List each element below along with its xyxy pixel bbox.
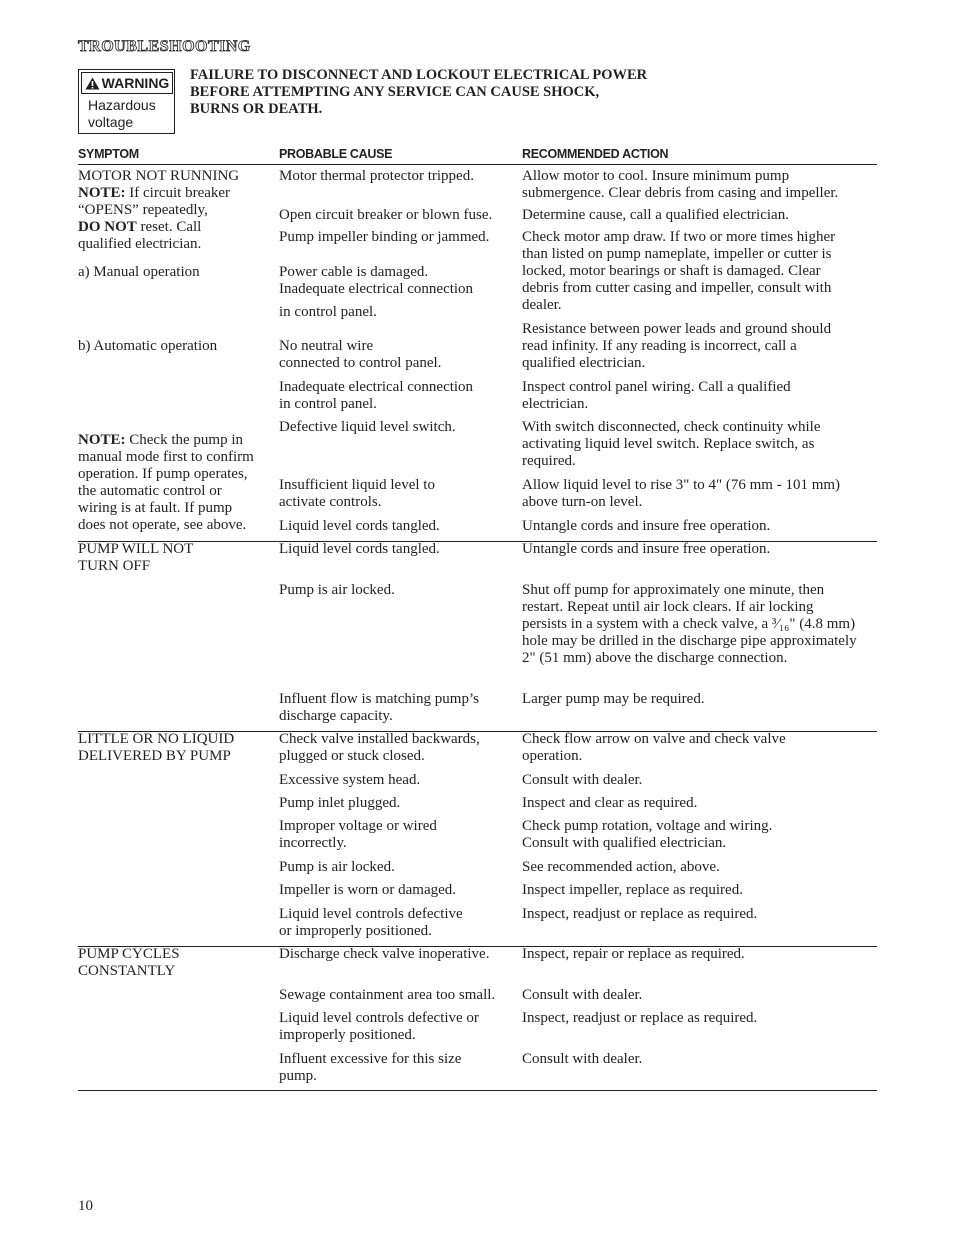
- probable-cause: [279, 987, 495, 1004]
- recommended-action-line: Inspect control panel wiring. Call a qualified: [522, 379, 791, 395]
- probable-cause-line: Open circuit breaker or blown fuse.: [279, 207, 493, 223]
- probable-cause-line: Power cable is damaged.: [279, 264, 429, 280]
- symptom-automatic-operation: b) Automatic operation: [78, 338, 218, 354]
- probable-cause: [279, 582, 395, 599]
- recommended-action-line: Inspect impeller, replace as required.: [522, 882, 743, 898]
- probable-cause-line: or improperly positioned.: [279, 923, 432, 939]
- probable-cause-line: Liquid level controls defective: [279, 906, 463, 922]
- warning-triangle-icon: [85, 77, 100, 90]
- column-header-cause: PROBABLE CAUSE: [279, 147, 393, 161]
- recommended-action-line: Resistance between power leads and ground should: [522, 321, 832, 337]
- probable-cause-line: connected to control panel.: [279, 355, 442, 371]
- probable-cause-line: Discharge check valve inoperative.: [279, 946, 490, 962]
- recommended-action-line: Inspect, repair or replace as required.: [522, 946, 745, 962]
- probable-cause-line: Sewage containment area too small.: [279, 987, 496, 1003]
- recommended-action-line: read infinity. If any reading is incorrect, call a: [522, 338, 797, 354]
- probable-cause: [279, 772, 420, 789]
- header-rule: [78, 164, 877, 165]
- probable-cause: [279, 691, 479, 725]
- probable-cause-line: improperly positioned.: [279, 1027, 416, 1043]
- recommended-action-line: Allow motor to cool. Insure minimum pump: [522, 168, 790, 184]
- probable-cause: [279, 859, 395, 876]
- symptom-note: qualified electrician.: [78, 236, 202, 252]
- probable-cause: [279, 818, 437, 852]
- probable-cause-line: incorrectly.: [279, 835, 347, 851]
- probable-cause-line: Pump is air locked.: [279, 582, 395, 598]
- recommended-action-line: electrician.: [522, 396, 589, 412]
- recommended-action: [522, 1010, 757, 1027]
- probable-cause-line: Inadequate electrical connection: [279, 281, 474, 297]
- recommended-action: [522, 518, 770, 535]
- symptom-title: MOTOR NOT RUNNING: [78, 168, 240, 184]
- symptom-pump-cycles-constantly: PUMP CYCLES CONSTANTLY: [78, 946, 180, 979]
- recommended-action-line: See recommended action, above.: [522, 859, 720, 875]
- recommended-action-line: Shut off pump for approximately one minute, then: [522, 582, 825, 598]
- symptom-note-manual-mode: NOTE: Check the pump in manual mode first to confirm operation. If pump operates, the automatic control or wiring is at fault. If pump does not operate, see above.: [78, 432, 254, 533]
- recommended-action: [522, 772, 642, 789]
- recommended-action-line: Inspect and clear as required.: [522, 795, 698, 811]
- probable-cause: [279, 207, 492, 224]
- recommended-action: [522, 691, 705, 708]
- recommended-action-line: Inspect, readjust or replace as required.: [522, 1010, 758, 1026]
- probable-cause-line: Check valve installed backwards,: [279, 731, 480, 747]
- recommended-action: [522, 321, 831, 372]
- probable-cause-line: activate controls.: [279, 494, 382, 510]
- recommended-action: [522, 946, 745, 963]
- probable-cause-line: Liquid level controls defective or: [279, 1010, 479, 1026]
- column-header-action: RECOMMENDED ACTION: [522, 147, 669, 161]
- recommended-action-line: Determine cause, call a qualified electrician.: [522, 207, 789, 223]
- recommended-action-line: dealer.: [522, 297, 562, 313]
- recommended-action-line: submergence. Clear debris from casing and impeller.: [522, 185, 839, 201]
- symptom-note: NOTE: If circuit breaker: [78, 185, 231, 201]
- recommended-action-line: above turn-on level.: [522, 494, 643, 510]
- recommended-action-line: Untangle cords and insure free operation.: [522, 518, 771, 534]
- recommended-action: [522, 818, 772, 852]
- probable-cause-line: Liquid level cords tangled.: [279, 518, 440, 534]
- probable-cause: [279, 518, 440, 535]
- probable-cause-line: Pump is air locked.: [279, 859, 395, 875]
- recommended-action: [522, 229, 835, 314]
- probable-cause-line: Pump impeller binding or jammed.: [279, 229, 490, 245]
- recommended-action-line: persists in a system with a check valve, a ³⁄₁₆" (4.8 mm): [522, 616, 856, 632]
- recommended-action-line: operation.: [522, 748, 583, 764]
- recommended-action-line: Consult with dealer.: [522, 772, 643, 788]
- recommended-action: [522, 731, 786, 765]
- recommended-action-line: Consult with dealer.: [522, 987, 643, 1003]
- probable-cause: [279, 946, 489, 963]
- recommended-action: [522, 207, 789, 224]
- recommended-action: [522, 795, 697, 812]
- table-bottom-rule: [78, 1090, 877, 1091]
- recommended-action: [522, 1051, 642, 1068]
- probable-cause-line: in control panel.: [279, 304, 377, 320]
- probable-cause: [279, 419, 456, 436]
- probable-cause: [279, 906, 463, 940]
- hazard-text: Hazardous voltage: [88, 97, 156, 130]
- probable-cause: [279, 304, 377, 321]
- probable-cause: [279, 264, 473, 298]
- column-header-symptom: SYMPTOM: [78, 147, 139, 161]
- recommended-action-line: 2" (51 mm) above the discharge connection.: [522, 650, 788, 666]
- probable-cause: [279, 1051, 461, 1085]
- symptom-pump-will-not-turn-off: PUMP WILL NOT TURN OFF: [78, 541, 194, 574]
- probable-cause-line: Improper voltage or wired: [279, 818, 437, 834]
- recommended-action: [522, 419, 820, 470]
- symptom-motor-not-running: [78, 168, 273, 253]
- probable-cause: [279, 168, 474, 185]
- probable-cause-line: Influent excessive for this size: [279, 1051, 462, 1067]
- symptom-note: “OPENS” repeatedly,: [78, 202, 208, 218]
- recommended-action-line: than listed on pump nameplate, impeller or cutter is: [522, 246, 832, 262]
- probable-cause-line: No neutral wire: [279, 338, 374, 354]
- probable-cause: [279, 731, 480, 765]
- warning-label: WARNING: [101, 75, 170, 91]
- probable-cause: [279, 795, 400, 812]
- recommended-action-line: Consult with qualified electrician.: [522, 835, 727, 851]
- page-number: 10: [78, 1198, 93, 1214]
- probable-cause-line: Influent flow is matching pump’s: [279, 691, 479, 707]
- recommended-action: [522, 379, 791, 413]
- recommended-action-line: With switch disconnected, check continuity while: [522, 419, 821, 435]
- recommended-action-line: Untangle cords and insure free operation.: [522, 541, 771, 557]
- probable-cause: [279, 1010, 479, 1044]
- warning-box: [78, 69, 175, 134]
- probable-cause-line: Defective liquid level switch.: [279, 419, 456, 435]
- probable-cause-line: plugged or stuck closed.: [279, 748, 425, 764]
- recommended-action-line: activating liquid level switch. Replace switch, as: [522, 436, 815, 452]
- recommended-action-line: Inspect, readjust or replace as required.: [522, 906, 758, 922]
- warning-header: [81, 72, 173, 94]
- symptom-little-or-no-liquid: LITTLE OR NO LIQUID DELIVERED BY PUMP: [78, 731, 235, 764]
- probable-cause-line: Impeller is worn or damaged.: [279, 882, 457, 898]
- recommended-action: [522, 168, 838, 202]
- probable-cause-line: Pump inlet plugged.: [279, 795, 401, 811]
- recommended-action: [522, 477, 840, 511]
- probable-cause: [279, 882, 456, 899]
- recommended-action: [522, 541, 770, 558]
- recommended-action-line: Consult with dealer.: [522, 1051, 643, 1067]
- page-title: TROUBLESHOOTING: [78, 38, 251, 55]
- recommended-action: [522, 987, 642, 1004]
- recommended-action-line: restart. Repeat until air lock clears. If air locking: [522, 599, 814, 615]
- probable-cause: [279, 477, 435, 511]
- probable-cause-line: Insufficient liquid level to: [279, 477, 435, 493]
- probable-cause-line: Liquid level cords tangled.: [279, 541, 440, 557]
- symptom-manual-operation: a) Manual operation: [78, 264, 200, 280]
- probable-cause-line: pump.: [279, 1068, 317, 1084]
- recommended-action-line: Check motor amp draw. If two or more times higher: [522, 229, 836, 245]
- probable-cause-line: in control panel.: [279, 396, 377, 412]
- recommended-action-line: debris from cutter casing and impeller, consult with: [522, 280, 832, 296]
- recommended-action: [522, 859, 720, 876]
- probable-cause-line: Motor thermal protector tripped.: [279, 168, 474, 184]
- probable-cause: [279, 379, 473, 413]
- recommended-action-line: hole may be drilled in the discharge pipe approximately: [522, 633, 857, 649]
- probable-cause: [279, 541, 440, 558]
- recommended-action-line: locked, motor bearings or shaft is damaged. Clear: [522, 263, 821, 279]
- probable-cause-line: Excessive system head.: [279, 772, 421, 788]
- recommended-action: [522, 906, 757, 923]
- recommended-action-line: qualified electrician.: [522, 355, 646, 371]
- recommended-action: [522, 882, 743, 899]
- recommended-action-line: required.: [522, 453, 576, 469]
- warning-message: FAILURE TO DISCONNECT AND LOCKOUT ELECTRICAL POWER BEFORE ATTEMPTING ANY SERVICE CAN CAUSE SHOCK, BURNS OR DEATH.: [190, 67, 648, 117]
- recommended-action-line: Allow liquid level to rise 3" to 4" (76 mm - 101 mm): [522, 477, 841, 493]
- symptom-note: DO NOT reset. Call: [78, 219, 202, 235]
- recommended-action: [522, 582, 857, 667]
- recommended-action-line: Larger pump may be required.: [522, 691, 705, 707]
- probable-cause-line: discharge capacity.: [279, 708, 393, 724]
- probable-cause: [279, 229, 489, 246]
- probable-cause-line: Inadequate electrical connection: [279, 379, 474, 395]
- probable-cause: [279, 338, 441, 372]
- recommended-action-line: Check pump rotation, voltage and wiring.: [522, 818, 773, 834]
- recommended-action-line: Check flow arrow on valve and check valve: [522, 731, 786, 747]
